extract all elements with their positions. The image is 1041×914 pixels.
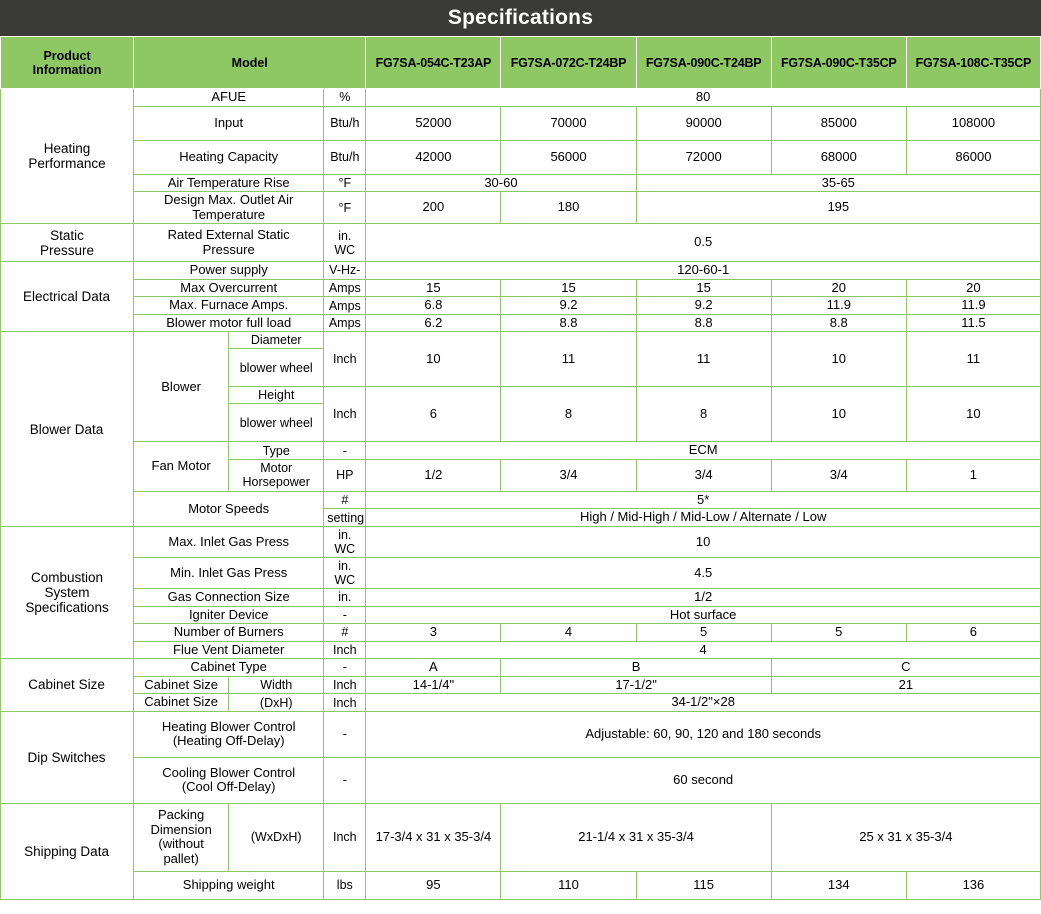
table-row (1, 871, 1041, 899)
row-value-burners-3: 5 (636, 624, 771, 642)
row-value-motor-speeds-count: 5* (366, 491, 1041, 509)
row-value-packing-45: 25 x 31 x 35-3/4 (771, 803, 1040, 871)
table-row (1, 624, 1041, 642)
row-unit-power-supply: V-Hz- (324, 262, 366, 280)
row-unit-max-overcurrent: Amps (324, 279, 366, 297)
row-value-burners-2: 4 (501, 624, 636, 642)
row-label-packing-line2: Dimension (150, 821, 212, 837)
row-value-heating-capacity-2: 56000 (501, 140, 636, 174)
table-row (1, 558, 1041, 589)
row-value-horsepower-1: 1/2 (366, 459, 501, 491)
row-value-max-furnace-5: 11.9 (906, 297, 1040, 315)
group-electrical-data: Electrical Data (1, 262, 134, 332)
row-value-heating-capacity-5: 86000 (906, 140, 1040, 174)
row-unit-gas-connection-size: in. (324, 589, 366, 607)
row-value-cabinet-width-c: 21 (771, 676, 1040, 694)
row-value-gas-connection-size-all: 1/2 (366, 589, 1041, 607)
row-value-max-inlet-gas-press-all: 10 (366, 527, 1041, 558)
header-product-information-line1: Product (43, 48, 91, 63)
row-label-power-supply: Power supply (134, 262, 324, 280)
row-unit-input: Btu/h (324, 106, 366, 140)
row-value-diameter-1: 10 (366, 332, 501, 387)
row-unit-heating-capacity: Btu/h (324, 140, 366, 174)
row-value-shipping-weight-3: 115 (636, 871, 771, 899)
row-value-horsepower-4: 3/4 (771, 459, 906, 491)
row-sublabel-cabinet-width: Width (229, 676, 324, 694)
table-row (1, 192, 1041, 224)
row-value-diameter-3: 11 (636, 332, 771, 387)
row-unit-cabinet-type: - (324, 659, 366, 677)
row-value-max-furnace-4: 11.9 (771, 297, 906, 315)
row-value-horsepower-3: 3/4 (636, 459, 771, 491)
row-value-shipping-weight-1: 95 (366, 871, 501, 899)
header-model-3: FG7SA-090C-T24BP (636, 37, 771, 89)
row-sublabel-height-top: Height (229, 387, 324, 404)
row-value-burners-1: 3 (366, 624, 501, 642)
row-value-height-4: 10 (771, 387, 906, 442)
row-value-afue-all: 80 (366, 89, 1041, 107)
row-unit-max-inlet-gas-press: in. WC (324, 527, 366, 558)
row-value-packing-23: 21-1/4 x 31 x 35-3/4 (501, 803, 771, 871)
row-label-packing-line4: pallet) (163, 850, 199, 866)
group-combustion-line2: System (44, 585, 90, 601)
row-unit-cabinet-width: Inch (324, 676, 366, 694)
row-value-heating-blower-control-all: Adjustable: 60, 90, 120 and 180 seconds (366, 711, 1041, 757)
row-value-min-inlet-gas-press-all: 4.5 (366, 558, 1041, 589)
table-row (1, 442, 1041, 460)
row-sublabel-motor-horsepower (229, 459, 324, 491)
row-value-motor-speeds-list: High / Mid-High / Mid-Low / Alternate / Low (366, 509, 1041, 527)
row-value-max-furnace-1: 6.8 (366, 297, 501, 315)
table-row (1, 606, 1041, 624)
row-unit-igniter-device: - (324, 606, 366, 624)
row-unit-cabinet-dxh: Inch (324, 694, 366, 712)
row-label-input: Input (134, 106, 324, 140)
row-label-design-max-line1: Design Max. Outlet Air (164, 192, 294, 208)
header-model-5: FG7SA-108C-T35CP (906, 37, 1040, 89)
row-value-height-2: 8 (501, 387, 636, 442)
row-value-cabinet-type-c: C (771, 659, 1040, 677)
row-sublabel-horsepower-line2: Horsepower (242, 475, 310, 490)
row-value-diameter-5: 11 (906, 332, 1040, 387)
row-unit-motor-speeds-bottom: setting (324, 509, 366, 527)
row-value-blower-amps-5: 11.5 (906, 314, 1040, 332)
row-unit-height: Inch (324, 387, 366, 442)
row-value-max-overcurrent-3: 15 (636, 279, 771, 297)
row-label-motor-speeds: Motor Speeds (134, 491, 324, 526)
row-label-blower-motor-full-load: Blower motor full load (134, 314, 324, 332)
table-row (1, 589, 1041, 607)
group-static-pressure (1, 224, 134, 262)
row-unit-number-of-burners: # (324, 624, 366, 642)
row-value-blower-amps-3: 8.8 (636, 314, 771, 332)
row-unit-type: - (324, 442, 366, 460)
row-label-design-max-line2: Temperature (192, 206, 266, 222)
page-title-text: Specifications (447, 6, 594, 29)
row-unit-air-temperature-rise: °F (324, 174, 366, 192)
row-value-design-max-2: 180 (501, 192, 636, 224)
row-value-max-furnace-2: 9.2 (501, 297, 636, 315)
row-label-afue: AFUE (134, 89, 324, 107)
row-value-packing-1: 17-3/4 x 31 x 35-3/4 (366, 803, 501, 871)
table-row (1, 224, 1041, 262)
row-value-cabinet-width-a: 14-1/4" (366, 676, 501, 694)
row-unit-afue: % (324, 89, 366, 107)
row-unit-design-max: °F (324, 192, 366, 224)
row-value-input-4: 85000 (771, 106, 906, 140)
row-value-blower-amps-4: 8.8 (771, 314, 906, 332)
table-row (1, 332, 1041, 349)
row-label-gas-connection-size: Gas Connection Size (134, 589, 324, 607)
row-label-shipping-weight: Shipping weight (134, 871, 324, 899)
row-value-blower-amps-1: 6.2 (366, 314, 501, 332)
row-value-burners-4: 5 (771, 624, 906, 642)
row-value-shipping-weight-4: 134 (771, 871, 906, 899)
group-cabinet-size: Cabinet Size (1, 659, 134, 712)
row-unit-resp: in. WC (324, 224, 366, 262)
row-value-cabinet-width-b: 17-1/2" (501, 676, 771, 694)
page-title (0, 0, 1041, 36)
group-heating-performance-line2: Performance (28, 156, 106, 172)
row-value-air-temperature-rise-right: 35-65 (636, 174, 1040, 192)
row-label-packing-dimension (134, 803, 229, 871)
group-heating-performance-line1: Heating (43, 140, 91, 156)
group-shipping-data: Shipping Data (1, 803, 134, 899)
specifications-table (0, 36, 1041, 900)
row-label-blower: Blower (134, 332, 229, 442)
row-value-input-2: 70000 (501, 106, 636, 140)
group-combustion-line1: Combustion (31, 569, 104, 585)
row-label-cooling-blower-control (134, 757, 324, 803)
table-row (1, 491, 1041, 509)
row-value-max-overcurrent-5: 20 (906, 279, 1040, 297)
header-model-2: FG7SA-072C-T24BP (501, 37, 636, 89)
row-label-max-inlet-gas-press: Max. Inlet Gas Press (134, 527, 324, 558)
row-value-cooling-blower-control-all: 60 second (366, 757, 1041, 803)
row-label-number-of-burners: Number of Burners (134, 624, 324, 642)
row-sublabel-cabinet-dxh: (DxH) (229, 694, 324, 712)
group-heating-performance (1, 89, 134, 224)
row-value-height-3: 8 (636, 387, 771, 442)
row-label-flue-vent-diameter: Flue Vent Diameter (134, 641, 324, 659)
group-static-pressure-line1: Static (50, 227, 84, 243)
row-label-cooling-blower-line1: Cooling Blower Control (162, 764, 296, 780)
row-value-input-1: 52000 (366, 106, 501, 140)
row-label-cooling-blower-line2: (Cool Off-Delay) (181, 779, 276, 795)
group-combustion-system-specifications (1, 527, 134, 659)
row-unit-blower-motor-full-load: Amps (324, 314, 366, 332)
table-row (1, 803, 1041, 871)
table-row (1, 106, 1041, 140)
row-value-shipping-weight-2: 110 (501, 871, 636, 899)
row-unit-diameter: Inch (324, 332, 366, 387)
row-value-height-5: 10 (906, 387, 1040, 442)
row-unit-packing-dimension: Inch (324, 803, 366, 871)
row-unit-cooling-blower-control: - (324, 757, 366, 803)
row-label-fan-motor: Fan Motor (134, 442, 229, 492)
row-label-resp-line2: Pressure (202, 241, 255, 257)
row-value-input-3: 90000 (636, 106, 771, 140)
row-value-heating-capacity-3: 72000 (636, 140, 771, 174)
row-sublabel-height-bottom: blower wheel (229, 404, 324, 442)
row-value-igniter-device-all: Hot surface (366, 606, 1041, 624)
row-value-max-overcurrent-4: 20 (771, 279, 906, 297)
row-value-shipping-weight-5: 136 (906, 871, 1040, 899)
row-value-input-5: 108000 (906, 106, 1040, 140)
row-value-type-all: ECM (366, 442, 1041, 460)
row-unit-horsepower: HP (324, 459, 366, 491)
table-row (1, 297, 1041, 315)
row-unit-min-inlet-gas-press: in. WC (324, 558, 366, 589)
row-label-cabinet-size-dxh: Cabinet Size (134, 694, 229, 712)
row-sublabel-horsepower-line1: Motor (260, 461, 293, 476)
table-row (1, 314, 1041, 332)
header-product-information (1, 37, 134, 89)
table-row (1, 279, 1041, 297)
table-row (1, 527, 1041, 558)
row-sublabel-diameter-top: Diameter (229, 332, 324, 349)
row-label-rated-external-static-pressure (134, 224, 324, 262)
row-value-flue-vent-diameter-all: 4 (366, 641, 1041, 659)
row-value-cabinet-type-a: A (366, 659, 501, 677)
row-sublabel-type: Type (229, 442, 324, 460)
row-label-max-overcurrent: Max Overcurrent (134, 279, 324, 297)
row-value-power-supply-all: 120-60-1 (366, 262, 1041, 280)
table-row (1, 262, 1041, 280)
header-model-1: FG7SA-054C-T23AP (366, 37, 501, 89)
table-row (1, 89, 1041, 107)
row-value-horsepower-5: 1 (906, 459, 1040, 491)
header-model-4: FG7SA-090C-T35CP (771, 37, 906, 89)
row-label-cabinet-type: Cabinet Type (134, 659, 324, 677)
row-label-packing-line1: Packing (158, 807, 205, 823)
row-label-air-temperature-rise: Air Temperature Rise (134, 174, 324, 192)
row-value-horsepower-2: 3/4 (501, 459, 636, 491)
row-value-cabinet-type-b: B (501, 659, 771, 677)
group-static-pressure-line2: Pressure (40, 242, 95, 258)
row-value-design-max-345: 195 (636, 192, 1040, 224)
group-combustion-line3: Specifications (25, 600, 109, 616)
row-value-cabinet-dxh-all: 34-1/2"×28 (366, 694, 1041, 712)
row-label-heating-blower-control (134, 711, 324, 757)
row-unit-heating-blower-control: - (324, 711, 366, 757)
row-value-max-overcurrent-1: 15 (366, 279, 501, 297)
row-label-heating-blower-line1: Heating Blower Control (161, 718, 296, 734)
row-label-heating-blower-line2: (Heating Off-Delay) (172, 733, 285, 749)
row-value-air-temperature-rise-left: 30-60 (366, 174, 636, 192)
row-value-max-furnace-3: 9.2 (636, 297, 771, 315)
table-row (1, 711, 1041, 757)
row-value-resp-all: 0.5 (366, 224, 1041, 262)
row-value-heating-capacity-1: 42000 (366, 140, 501, 174)
row-unit-motor-speeds-top: # (324, 491, 366, 509)
header-product-information-line2: Information (32, 62, 102, 77)
table-header-row (1, 37, 1041, 89)
row-label-resp-line1: Rated External Static (167, 227, 290, 243)
row-value-burners-5: 6 (906, 624, 1040, 642)
row-label-min-inlet-gas-press: Min. Inlet Gas Press (134, 558, 324, 589)
header-model: Model (134, 37, 366, 89)
row-label-packing-line3: (without (158, 836, 204, 852)
row-value-heating-capacity-4: 68000 (771, 140, 906, 174)
row-label-design-max-outlet-air-temperature (134, 192, 324, 224)
row-value-diameter-2: 11 (501, 332, 636, 387)
row-sublabel-packing-wxdxh: (WxDxH) (229, 803, 324, 871)
row-value-design-max-1: 200 (366, 192, 501, 224)
table-row (1, 676, 1041, 694)
group-dip-switches: Dip Switches (1, 711, 134, 803)
row-label-igniter-device: Igniter Device (134, 606, 324, 624)
row-unit-max-furnace-amps: Amps (324, 297, 366, 315)
table-row (1, 659, 1041, 677)
row-unit-flue-vent-diameter: Inch (324, 641, 366, 659)
row-label-cabinet-size-width: Cabinet Size (134, 676, 229, 694)
group-blower-data: Blower Data (1, 332, 134, 527)
row-value-blower-amps-2: 8.8 (501, 314, 636, 332)
row-unit-shipping-weight: lbs (324, 871, 366, 899)
row-label-max-furnace-amps: Max. Furnace Amps. (134, 297, 324, 315)
row-label-heating-capacity: Heating Capacity (134, 140, 324, 174)
table-row (1, 140, 1041, 174)
table-row (1, 757, 1041, 803)
row-value-diameter-4: 10 (771, 332, 906, 387)
table-row (1, 694, 1041, 712)
row-value-max-overcurrent-2: 15 (501, 279, 636, 297)
table-row (1, 174, 1041, 192)
row-sublabel-diameter-bottom: blower wheel (229, 349, 324, 387)
table-row (1, 641, 1041, 659)
row-value-height-1: 6 (366, 387, 501, 442)
